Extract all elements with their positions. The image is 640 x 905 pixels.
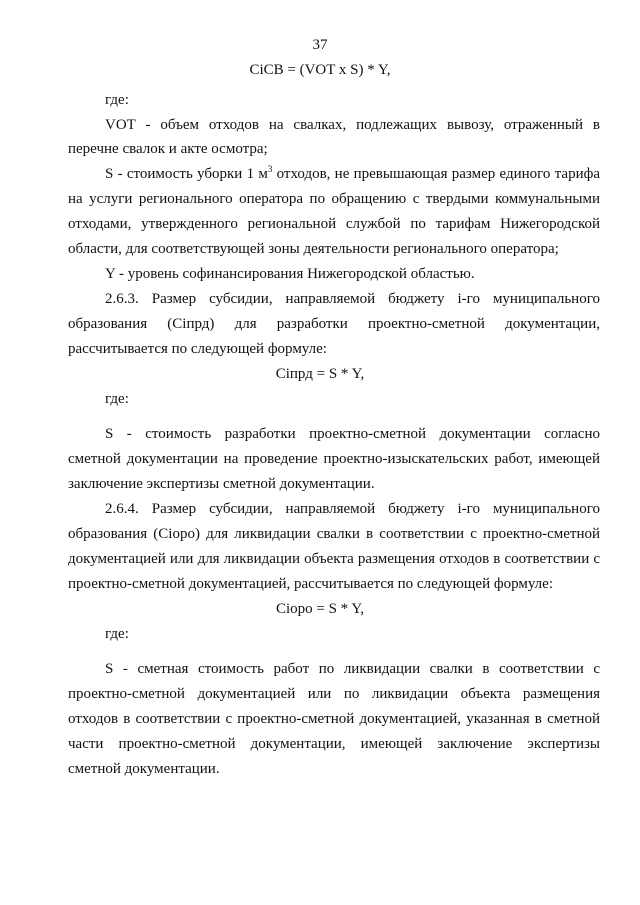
clause-2-6-4-line-2: образования (Ciоро) для ликвидации свалки в соответствии с проектно-сметной: [68, 526, 600, 542]
definition-s-text-a: S - стоимость уборки 1 м: [105, 166, 268, 182]
page-number: 37: [312, 37, 328, 53]
definition-s3-line-3: отходов в соответствии с проектно-сметной документацией, указанная в сметной: [68, 711, 600, 727]
definition-y-line: Y - уровень софинансирования Нижегородской областью.: [105, 266, 475, 282]
definition-s-text-b: отходов, не превышающая размер единого тарифа: [272, 166, 600, 182]
formula-ciprd: Ciпрд = S * Y,: [275, 366, 365, 382]
clause-2-6-4-line-3: документацией или для ликвидации объекта размещения отходов в соответствии с: [68, 551, 600, 567]
clause-2-6-3-line-2: образования (Ciпрд) для разработки проектно-сметной документации,: [68, 316, 600, 332]
definition-s2-line-2: сметной документации на проведение проектно-изыскательских работ, имеющей: [68, 451, 600, 467]
definition-vot-line-2: перечне свалок и акте осмотра;: [68, 141, 268, 157]
definition-s-line-3: отходами, утвержденного региональной службой по тарифам Нижегородской: [68, 216, 600, 232]
formula-cioro: Ciоро = S * Y,: [275, 601, 365, 617]
clause-2-6-4-line-4: проектно-сметной документацией, рассчитывается по следующей формуле:: [68, 576, 553, 592]
where-label-2: где:: [105, 391, 129, 407]
definition-s-line-2: на услуги регионального оператора по обращению с твердыми коммунальными: [68, 191, 600, 207]
clause-2-6-4-line-1: 2.6.4. Размер субсидии, направляемой бюджету i-го муниципального: [105, 501, 600, 517]
clause-2-6-3-line-1: 2.6.3. Размер субсидии, направляемой бюджету i-го муниципального: [105, 291, 600, 307]
formula-cicb: CiCB = (VOT x S) * Y,: [249, 62, 391, 78]
where-label-3: где:: [105, 626, 129, 642]
definition-s3-line-1: S - сметная стоимость работ по ликвидации свалки в соответствии с: [105, 661, 600, 677]
definition-s3-line-2: проектно-сметной документацией или по ликвидации объекта размещения: [68, 686, 600, 702]
clause-2-6-3-line-3: рассчитывается по следующей формуле:: [68, 341, 327, 357]
definition-s-line-4: области, для соответствующей зоны деятельности регионального оператора;: [68, 241, 559, 257]
cubic-superscript: 3: [267, 164, 273, 174]
definition-s2-line-1: S - стоимость разработки проектно-сметной документации согласно: [105, 426, 600, 442]
definition-s3-line-5: сметной документации.: [68, 761, 220, 777]
definition-s2-line-3: заключение экспертизы сметной документации.: [68, 476, 375, 492]
definition-vot-line-1: VOT - объем отходов на свалках, подлежащих вывозу, отраженный в: [105, 117, 600, 133]
definition-s-line-1: [105, 164, 600, 184]
where-label-1: где:: [105, 92, 129, 108]
definition-s3-line-4: части проектно-сметной документации, имеющей заключение экспертизы: [68, 736, 600, 752]
